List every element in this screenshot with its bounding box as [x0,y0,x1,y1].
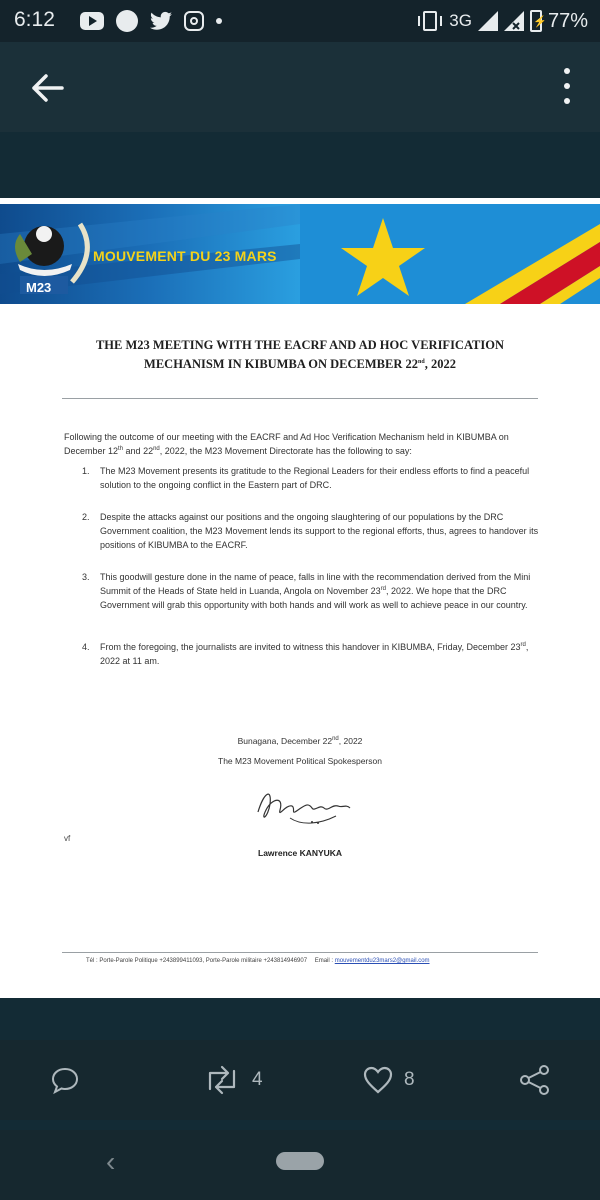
m23-banner [0,204,600,304]
list-item-text: The M23 Movement presents its gratitude to the Regional Leaders for their endless efforts to find a peaceful solution to the ongoing conflict in the Eastern part of DRC. [100,466,530,490]
list-item-number: 3. [82,572,90,582]
banner-title: MOUVEMENT DU 23 MARS [93,248,277,264]
list-item-number: 2. [82,512,90,522]
intro-c: , 2022, the M23 Movement Directorate has the following to say: [159,446,412,456]
network-type: 3G [449,11,472,30]
divider-bottom [62,952,538,953]
heading-year: , 2022 [424,357,456,371]
chevron-left-icon[interactable]: ‹ [106,1146,116,1177]
battery-percent: 77% [547,9,588,32]
signal-icon-2 [504,11,524,31]
list-item-number: 4. [82,642,90,652]
signatory-name: Lawrence KANYUKA [258,848,343,858]
item-3-text-b: , 2022. We hope that the DRC Government will grab this opportunity with both hands and will work as well to achieve peace in our country. [100,586,528,610]
emblem-text: M23 [26,280,52,295]
heading-line-2 [30,355,570,374]
initials-vf: vf [64,834,71,843]
footer-phones: Tél : Porte-Parole Politique +243899411093, Porte-Parole militaire +243814946907 [86,958,308,964]
like-count: 8 [404,1069,415,1090]
item-4-text-a: From the foregoing, the journalists are invited to witness this handover in KIBUMBA, Friday, December 23 [100,642,521,652]
tweet-actions [0,1040,600,1120]
retweet-button[interactable] [202,1060,263,1100]
intro-sup-1: th [118,446,124,452]
item-4-sup: rd [520,642,526,648]
battery-icon: ⚡ [530,10,542,32]
item-3-sup: rd [380,586,387,592]
top-bar [0,42,600,132]
more-vertical-icon[interactable] [562,68,572,104]
heart-icon [362,1065,394,1095]
press-release-image[interactable] [0,198,600,998]
system-nav-bar [0,1130,600,1200]
footer-email-link[interactable]: mouvementdu23mars2@gmail.com [334,958,430,964]
twitter-icon [150,11,172,31]
heading-line-1: THE M23 MEETING WITH THE EACRF AND AD HOC VERIFICATION [95,338,505,352]
retweet-icon [202,1065,242,1095]
like-button[interactable] [362,1060,415,1100]
intro-sup-2: nd [153,446,160,452]
heading-line-2-text: MECHANISM IN KIBUMBA ON DECEMBER 22 [144,357,419,371]
signature-image [250,782,360,832]
share-button[interactable] [518,1060,552,1100]
banner-graphic [0,204,600,304]
footer-contacts [86,958,430,964]
place-date-b: , 2022 [338,736,363,746]
dot-icon [216,18,222,24]
status-bar [0,0,600,42]
intro-b: and 22 [123,446,154,456]
notification-icons [80,8,222,34]
intro-paragraph [64,430,542,458]
document-heading [30,336,570,374]
place-date [0,736,600,746]
item-3-text-a: This goodwill gesture done in the name of peace, falls in line with the recommendation derived from the Mini Summit of the Heads of State held in Luanda, Angola on November 23 [100,572,531,596]
retweet-count: 4 [252,1069,263,1090]
youtube-icon [80,12,104,30]
place-date-sup: nd [332,736,339,743]
item-4-text-b: , 2022 at 11 am. [100,642,529,666]
home-pill-icon[interactable] [276,1152,324,1170]
circle-icon [116,10,138,32]
signatory-title: The M23 Movement Political Spokesperson [218,756,382,766]
arrow-left-icon[interactable] [26,70,66,106]
list-item-text [100,570,542,612]
list-item-number: 1. [82,466,90,476]
place-date-a: Bunagana, December 22 [237,736,333,746]
share-icon [518,1063,552,1097]
list-item-text: Despite the attacks against our positions and the ongoing slaughtering of our populations by the DRC Government coalition, the M23 Movement lends its support to the regional efforts, thus, agrees to handover its positions of KIBUMBA to the EACRF. [100,512,539,550]
status-time: 6:12 [14,8,55,31]
vibrate-icon [423,11,437,31]
comment-icon [50,1065,80,1095]
signal-icon [478,11,498,31]
intro-a: Following the outcome of our meeting with the EACRF and Ad Hoc Verification Mechanism held in KIBUMBA on December 12 [64,432,509,456]
instagram-icon [184,11,204,31]
reply-button[interactable] [50,1060,80,1100]
heading-sup: nd [418,358,425,365]
system-icons [417,7,588,35]
list-item-text [100,640,542,668]
footer-email-label: Email : [314,958,334,964]
divider-top [62,398,538,399]
